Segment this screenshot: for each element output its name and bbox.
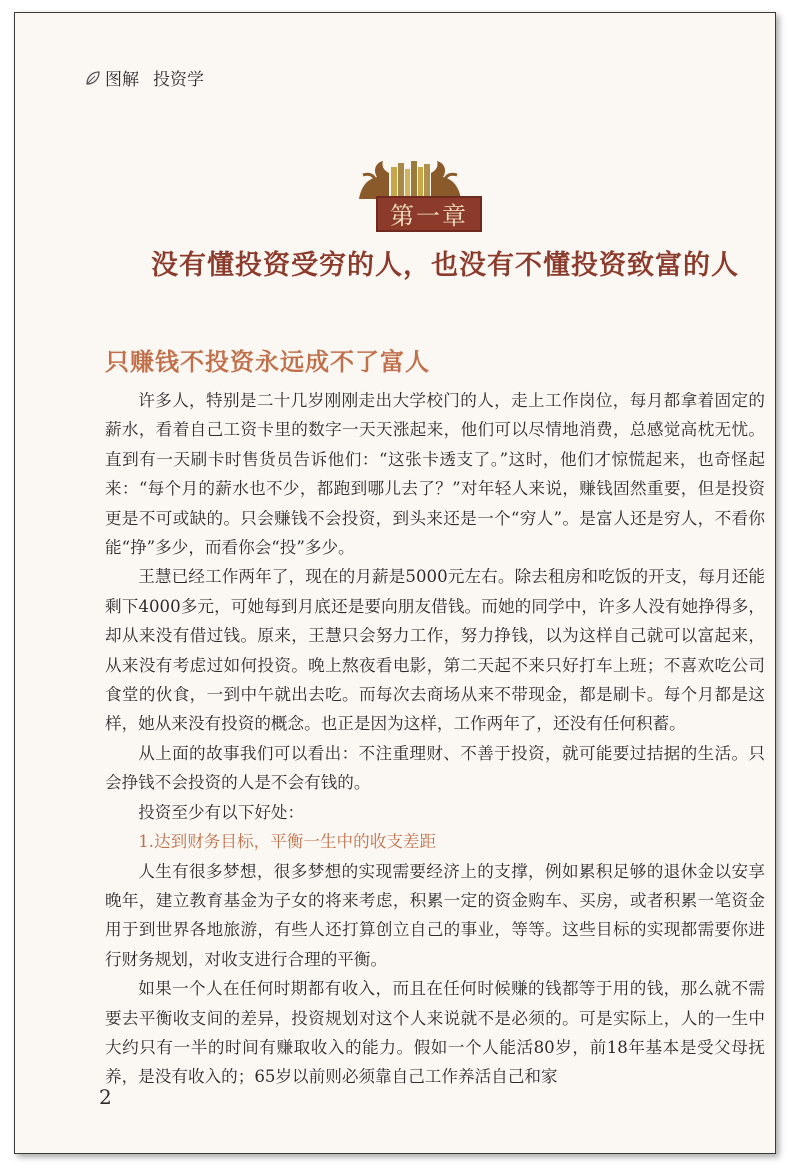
running-head-left: 图解 xyxy=(105,70,139,90)
section-title: 只赚钱不投资永远成不了富人 xyxy=(105,348,430,376)
running-head xyxy=(85,65,204,90)
paragraph: 人生有很多梦想，很多梦想的实现需要经济上的支撑，例如累积足够的退休金以安享晚年，建立教育基金为子女的将来考虑，积累一定的资金购车、买房，或者积累一笔资金用于到世界各地旅游，有些人还打算创立自己的事业，等等。这些目标的实现都需要你进行财务规划，对收支进行合理的平衡。 xyxy=(105,861,765,969)
chapter-label: 第一章 xyxy=(376,196,482,232)
chapter-title: 没有懂投资受穷的人，也没有不懂投资致富的人 xyxy=(151,250,739,281)
paragraph: 王慧已经工作两年了，现在的月薪是5000元左右。除去租房和吃饭的开支，每月还能剩下4000多元，可她每到月底还是要向朋友借钱。而她的同学中，许多人没有她挣得多，却从来没有借过钱。原来，王慧只会努力工作，努力挣钱，以为这样自己就可以富起来，从来没有考虑过如何投资。晚上熬夜看电影，第二天起不来只好打车上班；不喜欢吃公司食堂的伙食，一到中午就出去吃。而每次去商场从来不带现金，都是刷卡。每个月都是这样，她从来没有投资的概念。也正是因为这样，工作两年了，还没有任何积蓄。 xyxy=(105,567,765,734)
paragraph: 投资至少有以下好处： xyxy=(138,802,305,822)
running-head-right: 投资学 xyxy=(153,70,204,90)
body-text xyxy=(105,386,765,1092)
leaf-logo-icon xyxy=(85,70,101,86)
paragraph: 如果一个人在任何时期都有收入，而且在任何时候赚的钱都等于用的钱，那么就不需要去平衡收支间的差异，投资规划对这个人来说就不是必须的。可是实际上，人的一生中大约只有一半的时间有赚取收入的能力。假如一个人能活80岁，前18年基本是受父母抚养，是没有收入的；65岁以前则必须靠自己工作养活自己和家 xyxy=(105,979,765,1087)
page-number: 2 xyxy=(99,1085,112,1109)
numbered-subhead: 1.达到财务目标，平衡一生中的收支差距 xyxy=(138,832,437,852)
paragraph: 从上面的故事我们可以看出：不注重理财、不善于投资，就可能要过拮据的生活。只会挣钱不会投资的人是不会有钱的。 xyxy=(105,743,765,793)
book-page xyxy=(14,12,776,1154)
paragraph: 许多人，特别是二十几岁刚刚走出大学校门的人，走上工作岗位，每月都拿着固定的薪水，看着自己工资卡里的数字一天天涨起来，他们可以尽情地消费，总感觉高枕无忧。直到有一天刷卡时售货员告诉他们：“这张卡透支了。”这时，他们才惊慌起来，也奇怪起来：“每个月的薪水也不少，都跑到哪儿去了？”对年轻人来说，赚钱固然重要，但是投资更是不可或缺的。只会赚钱不会投资，到头来还是一个“穷人”。是富人还是穷人，不看你能“挣”多少，而看你会“投”多少。 xyxy=(105,391,765,558)
